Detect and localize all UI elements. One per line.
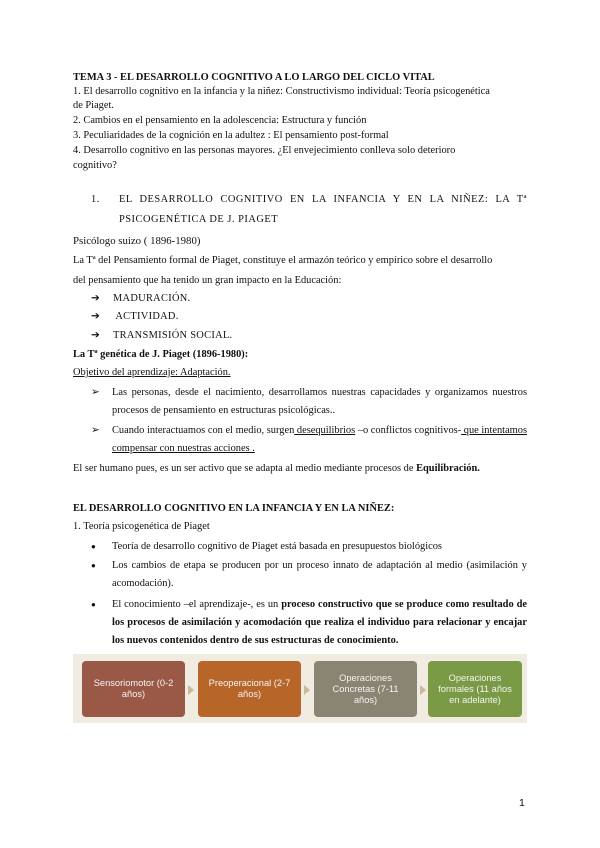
- section1-heading: [91, 190, 527, 230]
- tema-item: 4. Desarrollo cognitivo en las personas mayores. ¿El envejecimiento conlleva solo deterioro: [73, 145, 456, 156]
- stage-label: Sensoriomotor (0-2 años): [93, 678, 174, 699]
- arrow-icon: ➔: [91, 311, 101, 322]
- page-number: 1: [519, 797, 525, 809]
- bullet-dot-icon: ●: [91, 542, 96, 551]
- intro-line-1: La Tª del Pensamiento formal de Piaget, constituye el armazón teórico y empírico sobre el desarrollo: [73, 255, 493, 266]
- stage-label: Preoperacional (2-7 años): [208, 678, 291, 699]
- stage-label: Operaciones formales (11 años en adelante): [438, 672, 512, 705]
- genetica-bullet: [91, 422, 527, 458]
- intro-line-2: del pensamiento que ha tenido un gran impacto en la Educación:: [73, 275, 342, 286]
- genetica-bullet-text: Las personas, desde el nacimiento, desarrollamos nuestras capacidades y organizamos nuestros procesos de pensamiento en estructuras psicológicas..: [112, 387, 527, 416]
- factor-label: ACTIVIDAD.: [113, 311, 179, 322]
- bullet-arrow-icon: ➢: [91, 425, 100, 436]
- tema-item: 3. Peculiaridades de la cognición en la adultez : El pensamiento post-formal: [73, 130, 389, 141]
- chevron-right-icon: [188, 685, 194, 695]
- tema-item: cognitivo?: [73, 160, 117, 171]
- section2-bullet: [91, 596, 527, 650]
- tema-item: de Piaget.: [73, 100, 114, 111]
- section1-heading-line2: PSICOGENÉTICA DE J. PIAGET: [119, 214, 279, 225]
- genetica-title: La Tª genética de J. Piaget (1896-1980):: [73, 349, 249, 360]
- stage-box-operaciones-formales: [428, 661, 522, 717]
- stage-box-sensoriomotor: [82, 661, 185, 717]
- genetica-bullet-text: Cuando interactuamos con el medio, surgen desequilibrios –o conflictos cognitivos- que intentamos compensar con nuestras acciones .: [112, 425, 527, 454]
- factor-item: [91, 329, 232, 342]
- chevron-right-icon: [420, 685, 426, 695]
- factor-item: [91, 292, 190, 305]
- tema-item: 1. El desarrollo cognitivo en la infancia y la niñez: Constructivismo individual: Teoría psicogenética: [73, 86, 490, 97]
- genetica-bullet: [91, 384, 527, 420]
- stage-label: Operaciones Concretas (7-11 años): [332, 672, 399, 705]
- chevron-right-icon: [304, 685, 310, 695]
- section2-bullet-text: Teoría de desarrollo cognitivo de Piaget está basada en presupuestos biológicos: [112, 541, 442, 552]
- section1-heading-line1: EL DESARROLLO COGNITIVO EN LA INFANCIA Y EN LA NIÑEZ: LA Tª: [119, 194, 527, 205]
- bullet-dot-icon: ●: [91, 600, 96, 609]
- tema-title: TEMA 3 - EL DESARROLLO COGNITIVO A LO LARGO DEL CICLO VITAL: [73, 72, 435, 83]
- factor-label: MADURACIÓN.: [113, 293, 191, 304]
- arrow-icon: ➔: [91, 293, 101, 304]
- factor-label: TRANSMISIÓN SOCIAL.: [113, 330, 233, 341]
- section2-bullet-text: El conocimiento –el aprendizaje-, es un proceso constructivo que se produce como resultado de los procesos de asimilación y acomodación que realiza el individuo para relacionar y encajar los nuevos contenidos dentro de sus estructuras de conocimiento.: [112, 599, 527, 646]
- stage-box-preoperacional: [198, 661, 301, 717]
- section2-bullet: [91, 538, 527, 556]
- conclusion-line: El ser humano pues, es un ser activo que se adapta al medio mediante procesos de Equilibración.: [73, 463, 480, 474]
- tema-item: 2. Cambios en el pensamiento en la adolescencia: Estructura y función: [73, 115, 367, 126]
- section2-subheading: 1. Teoría psicogenética de Piaget: [73, 521, 210, 532]
- stage-box-operaciones-concretas: [314, 661, 417, 717]
- objetivo-line: Objetivo del aprendizaje: Adaptación.: [73, 367, 231, 378]
- arrow-icon: ➔: [91, 330, 101, 341]
- section1-number: 1.: [91, 194, 100, 205]
- piaget-stages-diagram: [73, 654, 527, 723]
- bullet-dot-icon: ●: [91, 561, 96, 570]
- bullet-arrow-icon: ➢: [91, 387, 100, 398]
- psicologo-line: Psicólogo suizo ( 1896-1980): [73, 235, 201, 247]
- factor-item: [91, 310, 179, 323]
- section2-bullet-text: Los cambios de etapa se producen por un proceso innato de adaptación al medio (asimilación y acomodación).: [112, 560, 527, 589]
- section2-heading: EL DESARROLLO COGNITIVO EN LA INFANCIA Y EN LA NIÑEZ:: [73, 503, 395, 514]
- section2-bullet: [91, 557, 527, 593]
